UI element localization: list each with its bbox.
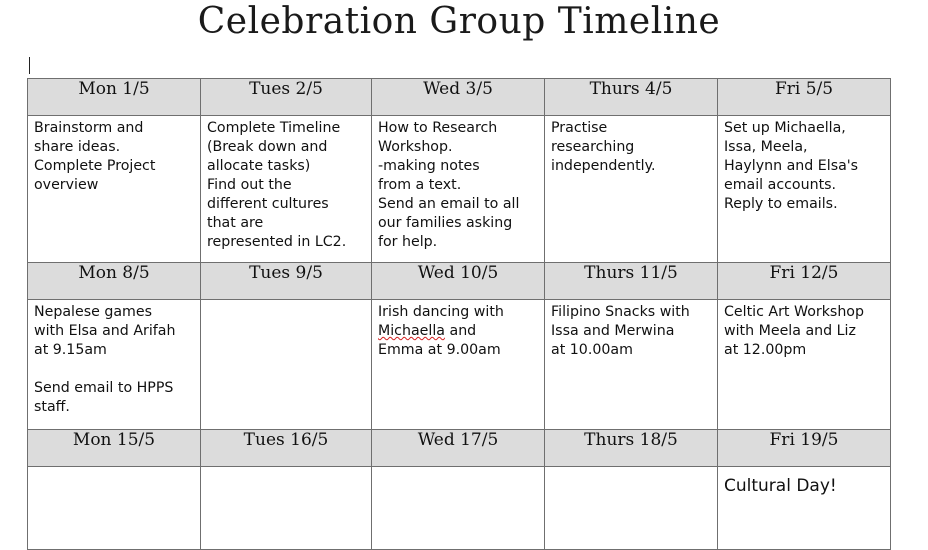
day-cell-text — [372, 300, 544, 360]
day-cell-text: Nepalese games with Elsa and Arifah at 9.15am Send email to HPPS staff. — [34, 304, 176, 415]
day-header: Tues 9/5 — [201, 263, 372, 300]
day-header: Mon 1/5 — [28, 79, 201, 116]
day-cell[interactable] — [718, 467, 891, 550]
day-cell-text: Celtic Art Workshop with Meela and Liz at 12.00pm — [724, 304, 864, 358]
day-header: Fri 12/5 — [718, 263, 891, 300]
day-cell[interactable] — [718, 300, 891, 430]
day-cell[interactable] — [372, 300, 545, 430]
day-cell-text: Complete Timeline (Break down and allocate tasks) Find out the different cultures that are represented in LC2. — [207, 120, 347, 250]
day-header: Thurs 4/5 — [545, 79, 718, 116]
day-cell-text — [545, 467, 717, 470]
day-header: Thurs 18/5 — [545, 430, 718, 467]
day-header: Wed 17/5 — [372, 430, 545, 467]
day-cell[interactable] — [372, 467, 545, 550]
day-cell-text: Cultural Day! — [724, 476, 837, 496]
day-cell-text: Practise researching independently. — [551, 120, 656, 174]
day-cell-text — [372, 467, 544, 470]
day-header: Mon 8/5 — [28, 263, 201, 300]
day-cell-text — [201, 300, 371, 303]
day-cell-text: Filipino Snacks with Issa and Merwina at 10.00am — [551, 304, 690, 358]
day-cell[interactable] — [28, 116, 201, 263]
spellcheck-flagged-word[interactable]: Michaella — [378, 323, 445, 339]
day-cell[interactable] — [201, 300, 372, 430]
week-2-content-row — [28, 300, 891, 430]
week-1-content-row — [28, 116, 891, 263]
document-title: Celebration Group Timeline — [197, 1, 721, 42]
day-cell-text — [28, 467, 200, 470]
day-cell[interactable] — [28, 300, 201, 430]
timeline-table — [27, 78, 891, 550]
day-header: Tues 16/5 — [201, 430, 372, 467]
day-header: Mon 15/5 — [28, 430, 201, 467]
cell-line: Emma at 9.00am — [378, 342, 501, 358]
day-cell-text: How to Research Workshop. -making notes from a text. Send an email to all our families asking for help. — [378, 120, 520, 250]
day-header: Thurs 11/5 — [545, 263, 718, 300]
day-header: Tues 2/5 — [201, 79, 372, 116]
day-cell[interactable] — [545, 116, 718, 263]
day-cell[interactable] — [201, 116, 372, 263]
day-cell[interactable] — [718, 116, 891, 263]
cell-line: Irish dancing with — [378, 304, 504, 320]
day-header: Wed 3/5 — [372, 79, 545, 116]
week-3-header-row — [28, 430, 891, 467]
week-3-content-row — [28, 467, 891, 550]
day-cell-text — [201, 467, 371, 470]
day-header: Wed 10/5 — [372, 263, 545, 300]
day-cell[interactable] — [545, 467, 718, 550]
week-1-header-row — [28, 79, 891, 116]
day-cell-text: Set up Michaella, Issa, Meela, Haylynn and Elsa's email accounts. Reply to emails. — [724, 120, 859, 212]
day-cell[interactable] — [28, 467, 201, 550]
day-header: Fri 5/5 — [718, 79, 891, 116]
week-2-header-row — [28, 263, 891, 300]
day-cell-text: Brainstorm and share ideas. Complete Project overview — [34, 120, 156, 193]
day-header: Fri 19/5 — [718, 430, 891, 467]
day-cell[interactable] — [201, 467, 372, 550]
cell-line: and — [444, 323, 477, 339]
day-cell[interactable] — [372, 116, 545, 263]
text-cursor — [29, 57, 30, 74]
day-cell[interactable] — [545, 300, 718, 430]
